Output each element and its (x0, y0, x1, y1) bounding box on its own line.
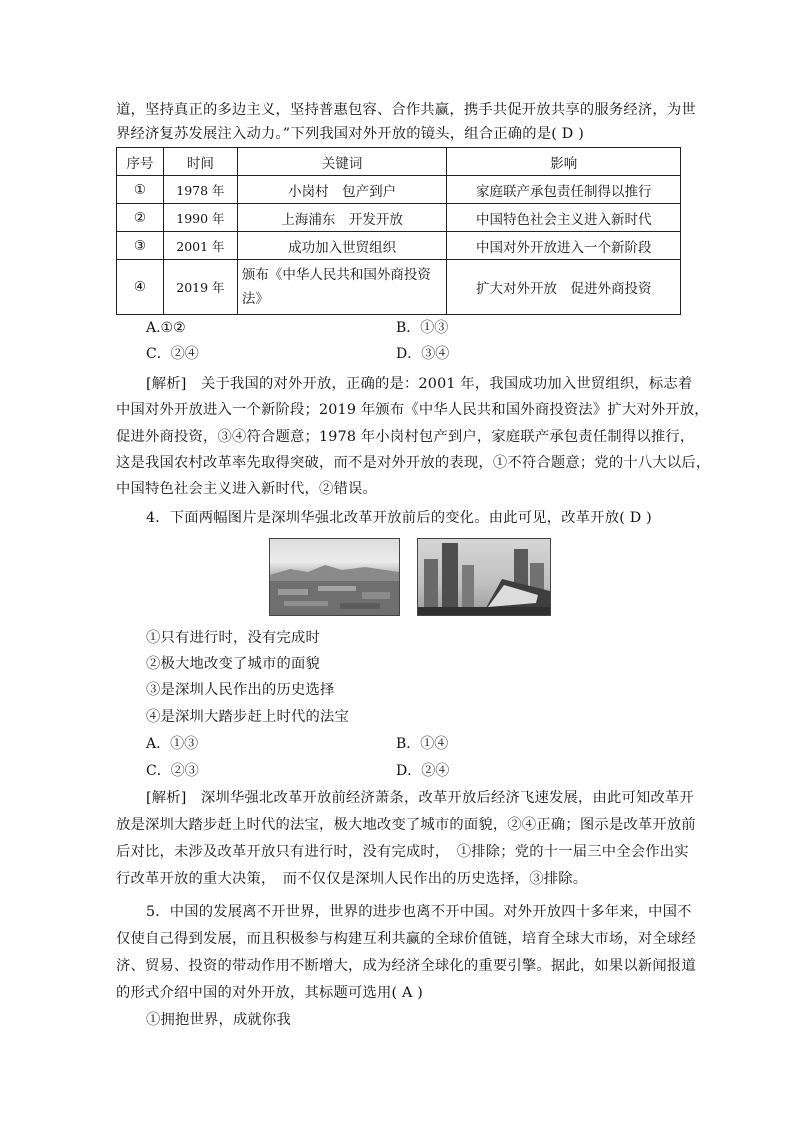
huaqiangbei-before-photo (269, 538, 400, 616)
q3-analysis-line-2: 中国对外开放进入一个新阶段；2019 年颁布《中华人民共和国外商投资法》扩大对外开放， (116, 402, 709, 418)
q3-option-d: D．③④ (396, 346, 450, 362)
q4-statement-3: ③是深圳人民作出的历史选择 (146, 682, 335, 698)
row-impact: 扩大对外开放 促进外商投资 (447, 260, 681, 315)
table-row (117, 260, 681, 315)
table-row (117, 176, 681, 204)
row-no: ① (117, 176, 164, 204)
row-keyword: 小岗村 包产到户 (237, 176, 447, 204)
q4-option-b: B．①④ (396, 736, 449, 752)
q4-analysis-line-2: 放是深圳大踏步赶上时代的法宝，极大地改变了城市的面貌，②④正确；图示是改革开放前 (116, 817, 696, 833)
table-row (117, 232, 681, 260)
q4-analysis-line-3: 后对比，未涉及改革开放只有进行时，没有完成时， ①排除；党的十一届三中全会作出实 (116, 844, 689, 860)
row-time: 2001 年 (163, 232, 237, 260)
intro-line-2: 界经济复苏发展注入动力。”下列我国对外开放的镜头，组合正确的是( D ) (116, 126, 584, 142)
q4-statement-2: ②极大地改变了城市的面貌 (146, 656, 320, 672)
open-policy-table (116, 147, 681, 315)
q5-line-2: 仅使自己得到发展，而且积极参与构建互利共赢的全球价值链，培育全球大市场，对全球经 (116, 931, 696, 947)
row-keyword (237, 260, 447, 315)
q3-analysis-line-5: 中国特色社会主义进入新时代，②错误。 (116, 481, 377, 497)
row-keyword-line-2: 法》 (241, 291, 269, 307)
row-keyword-line-1: 颁布《中华人民共和国外商投资 (241, 267, 431, 283)
header-impact: 影响 (447, 148, 681, 176)
header-time: 时间 (163, 148, 237, 176)
row-impact: 中国特色社会主义进入新时代 (447, 204, 681, 232)
q4-analysis-line-4: 行改革开放的重大决策， 而不仅仅是深圳人民作出的历史选择，③排除。 (116, 871, 588, 887)
q4-option-d: D．②④ (396, 763, 450, 779)
q3-analysis-line-3: 促进外商投资，③④符合题意；1978 年小岗村包产到户，家庭联产承包责任制得以推行， (116, 429, 695, 445)
header-no: 序号 (117, 148, 164, 176)
q4-statement-4: ④是深圳大踏步赶上时代的法宝 (146, 709, 349, 725)
q5-line-1: 5．中国的发展离不开世界，世界的进步也离不开中国。对外开放四十多年来，中国不 (146, 904, 692, 920)
table-row (117, 204, 681, 232)
q5-statement-1: ①拥抱世界，成就你我 (146, 1012, 291, 1028)
q3-option-a: A.①② (146, 320, 186, 336)
q3-analysis-line-4: 这是我国农村改革率先取得突破，而不是对外开放的表现，①不符合题意；党的十八大以后， (116, 455, 711, 471)
q4-stem: 4．下面两幅图片是深圳华强北改革开放前后的变化。由此可见，改革开放( D ) (146, 510, 652, 526)
q3-analysis-line-1: [解析] 关于我国的对外开放，正确的是：2001 年，我国成功加入世贸组织，标志着 (146, 376, 693, 392)
q4-option-c: C．②③ (146, 763, 199, 779)
row-time: 2019 年 (163, 260, 237, 315)
row-impact: 中国对外开放进入一个新阶段 (447, 232, 681, 260)
row-no: ② (117, 204, 164, 232)
huaqiangbei-after-photo (417, 538, 551, 616)
row-keyword: 上海浦东 开发开放 (237, 204, 447, 232)
header-keyword: 关键词 (237, 148, 447, 176)
after-photo-graphic (418, 539, 550, 615)
row-no: ③ (117, 232, 164, 260)
q4-statement-1: ①只有进行时，没有完成时 (146, 630, 320, 646)
row-time: 1990 年 (163, 204, 237, 232)
q5-line-4: 的形式介绍中国的对外开放，其标题可选用( A ) (116, 985, 424, 1001)
table-header-row (117, 148, 681, 176)
row-keyword: 成功加入世贸组织 (237, 232, 447, 260)
q3-option-c: C．②④ (146, 346, 199, 362)
row-time: 1978 年 (163, 176, 237, 204)
q4-analysis-line-1: [解析] 深圳华强北改革开放前经济萧条，改革开放后经济飞速发展，由此可知改革开 (146, 790, 694, 806)
row-impact: 家庭联产承包责任制得以推行 (447, 176, 681, 204)
intro-line-1: 道，坚持真正的多边主义，坚持普惠包容、合作共赢，携手共促开放共享的服务经济，为世 (116, 102, 696, 118)
q3-option-b: B．①③ (396, 320, 449, 336)
q4-option-a: A．①③ (146, 736, 199, 752)
before-photo-graphic (270, 539, 399, 615)
q5-line-3: 济、贸易、投资的带动作用不断增大，成为经济全球化的重要引擎。据此，如果以新闻报道 (116, 958, 696, 974)
row-no: ④ (117, 260, 164, 315)
